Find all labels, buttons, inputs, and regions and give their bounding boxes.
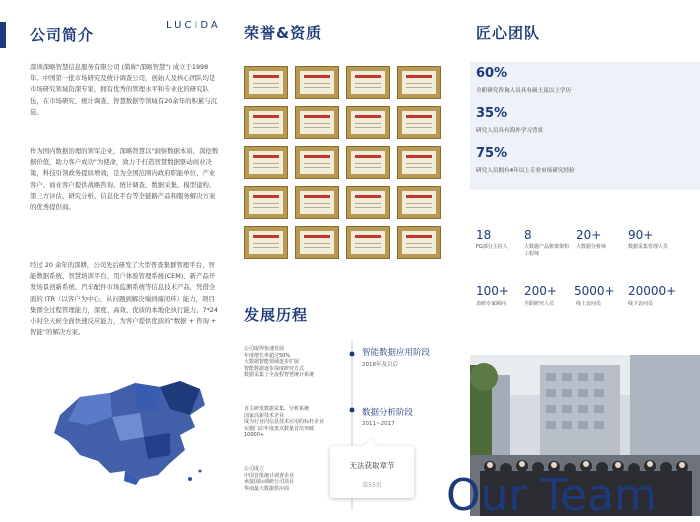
- china-map-graphic: [40, 375, 220, 490]
- tooltip-arrow: [364, 439, 378, 453]
- certificate-image: [295, 226, 339, 259]
- company-intro-title: 公司简介: [30, 26, 95, 44]
- tooltip-message: 无法获取章节: [349, 461, 395, 470]
- team-number-caption-8: 线下访问员: [628, 301, 654, 307]
- certificate-image: [346, 226, 390, 259]
- team-number-7: 5000+: [574, 284, 615, 298]
- certificate-image: [397, 226, 441, 259]
- percent-value-3: 75%: [476, 146, 508, 161]
- certificate-image: [397, 146, 441, 179]
- tooltip-page-number: 第55页: [362, 482, 382, 489]
- percent-caption-1: 全职研究咨询人员具有硕士及以上学历: [476, 88, 572, 94]
- certificate-image: [397, 106, 441, 139]
- timeline-stage-1-title: 智能数据应用阶段: [362, 348, 431, 358]
- certificate-image: [244, 106, 288, 139]
- our-team-heading: Our Team: [446, 470, 657, 521]
- team-number-caption-5: 表研专家顾问: [476, 301, 507, 307]
- certificate-image: [346, 66, 390, 99]
- certificate-image: [346, 146, 390, 179]
- team-number-1: 18: [476, 228, 492, 242]
- history-title: 发展历程: [244, 306, 309, 324]
- certificate-image: [295, 106, 339, 139]
- percent-caption-3: 研究人员拥有4年以上专业市场研究经验: [476, 168, 575, 174]
- team-number-caption-4: 数据采集管理人员: [628, 244, 669, 250]
- certificate-image: [295, 66, 339, 99]
- team-number-caption-6: 全职研究人员: [524, 301, 555, 307]
- intro-paragraph-2: 作为国内数据治理的领军企业，深略智慧以"洞察数据本质，深挖数据价值，助力客户成功"为使命，致力于打造智慧数据驱动商业决策，科技引领政务提质增效，是为全国范围内政府职能单位、产业客户、商业客户提供战略咨询、统计调查、数据采集、模型建构、第三方评估、研究分析、信息化平台等全链路产品和服务解决方案的优秀提供商。: [30, 147, 219, 212]
- honors-title: 荣誉&资质: [244, 24, 323, 42]
- certificate-image: [295, 186, 339, 219]
- team-title: 匠心团队: [476, 24, 541, 42]
- company-logo: LUCIDA: [166, 20, 221, 31]
- timeline-stage-3-desc: 公司成立 中国首批统计调查企业 承接国际调研公司项目 华南最大数据供应商: [244, 466, 295, 492]
- timeline-stage-2-desc: 自主研发数据采集、分析系统 国家高新技术企业 成为行业内信息技术应用的标杆企业 实施门店年度盘点数量首次突破10000+: [244, 406, 325, 439]
- timeline-stage-1-desc: 公司取得快速发展 年度增长率超过50% 大数据智能领域逐步扩展 智能数据逐步深度研究方式 数据采集了全流程智慧统计系统: [244, 346, 315, 379]
- timeline-stage-2-date: 2011~2017: [362, 421, 395, 427]
- intro-paragraph-3: 经过 20 余年的深耕，公司先后研发了大型普查集群管理平台、智能数据系统、智慧培训平台、用户体验管理系统(CEM)、新产品开发场景创新系统、汽车配件市场监测系统等信息技术产品，凭借全面的 ITR（以客户为中心，从问题到解决端到端闭环）能力，项目集群全过程管理能力，深度、高效、优质的本地化执行能力、7*24 小时全天候全面快速反应能力，为客户提供优质的“数据 + 咨询 + 智能”的解决方案。: [30, 261, 218, 337]
- certificate-image: [397, 186, 441, 219]
- certificate-image: [244, 186, 288, 219]
- certificate-image: [346, 186, 390, 219]
- team-number-caption-3: 大数据分析师: [576, 244, 607, 250]
- percent-value-1: 60%: [476, 66, 508, 81]
- percent-value-2: 35%: [476, 106, 508, 121]
- team-number-6: 200+: [524, 284, 557, 298]
- team-number-caption-7: 线上访问员: [576, 301, 602, 307]
- intro-paragraph-1: 深圳深略智慧信息服务有限公司 (简称"深略智慧") 成立于1998年。中国第一批市场研究及统计调查公司，创始人及核心团队均是市场研究领域资深专家，拥有优秀的管理水平和专业化的研究队伍，在市场研究、统计调查、智慧数据等领域有20余年的积累与沉淀。: [30, 63, 218, 116]
- section-accent-bar: [0, 22, 6, 48]
- team-number-3: 20+: [576, 228, 602, 242]
- chapter-tooltip[interactable]: [330, 446, 414, 498]
- percent-caption-2: 研究人员具有海外学习背景: [476, 128, 544, 134]
- certificate-image: [346, 106, 390, 139]
- timeline-stage-2-title: 数据分析阶段: [362, 408, 414, 418]
- certificate-image: [244, 226, 288, 259]
- timeline-stage-1-date: 2018年及以后: [362, 362, 398, 368]
- team-number-4: 90+: [628, 228, 654, 242]
- certificate-image: [244, 146, 288, 179]
- team-number-2: 8: [524, 228, 532, 242]
- team-number-5: 100+: [476, 284, 509, 298]
- certificate-image: [295, 146, 339, 179]
- team-number-caption-1: FG部分主持人: [476, 244, 508, 250]
- team-number-8: 20000+: [628, 284, 677, 298]
- certificate-image: [397, 66, 441, 99]
- certificate-image: [244, 66, 288, 99]
- team-number-caption-2: 大数据产品框架架构工程师: [524, 244, 570, 257]
